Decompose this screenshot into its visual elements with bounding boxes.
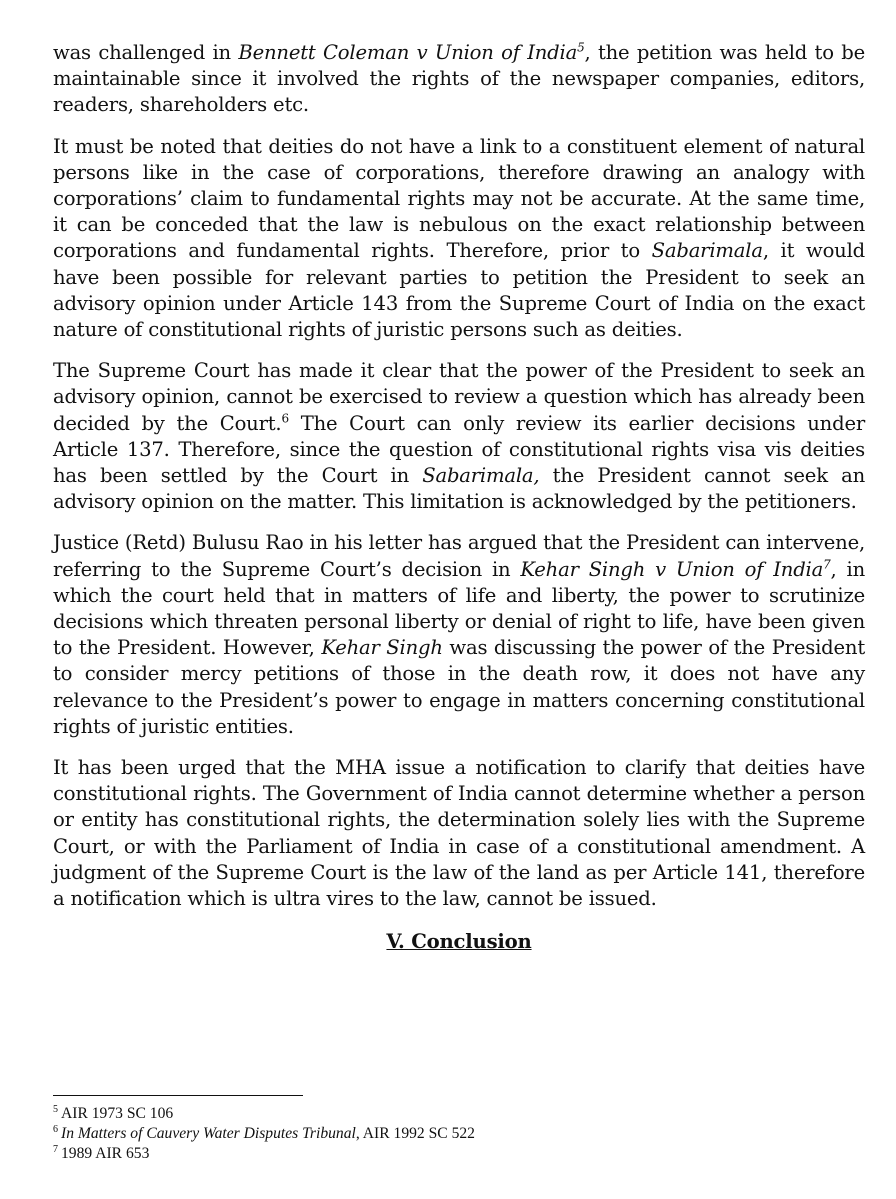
text-run: AIR 1973 SC 106 — [61, 1105, 174, 1122]
paragraph — [53, 530, 865, 740]
footnotes — [53, 1104, 865, 1164]
text-run: It must be noted that deities do not have a link to a constituent element of natural persons like in the case of corporations, therefore drawing an analogy with corporations’ claim to fundamental rights may not be accurate. At the same time, it can be conceded that the law is nebulous on the exact relationship between corporations and fundamental rights. Therefore, prior to — [53, 134, 865, 263]
italic-text: Sabarimala, — [422, 464, 540, 488]
footnote-ref: 5 — [577, 40, 585, 55]
text-run: 1989 AIR 653 — [61, 1145, 150, 1162]
footnote-ref: 6 — [281, 411, 289, 426]
italic-text: Kehar Singh — [321, 636, 443, 660]
paragraphs — [53, 40, 865, 912]
text-run: It has been urged that the MHA issue a notification to clarify that deities have constitutional rights. The Government of India cannot determine whether a person or entity has constitutional rights, the determination solely lies with the Supreme Court, or with the Parliament of India in case of a constitutional amendment. A judgment of the Supreme Court is the law of the land as per Article 141, therefore a notification which is ultra vires to the law, cannot be issued. — [53, 756, 865, 911]
text-run: The Court can only review its earlier decisions under Article 137. Therefore, since the question of constitutional rights visa vis deities has been settled by the Court in — [53, 411, 865, 488]
footnote-mark: 5 — [53, 1103, 58, 1115]
text-run: , it would have been possible for relevant parties to petition the President to seek an advisory opinion under Article 143 from the Supreme Court of India on the exact nature of constitutional rights of juristic persons such as deities. — [53, 239, 865, 342]
footnote — [53, 1144, 865, 1164]
text-run: , AIR 1992 SC 522 — [355, 1125, 475, 1142]
text-run: , in which the court held that in matters of life and liberty, the power to scrutinize decisions which threaten personal liberty or denial of right to life, have been given to the President. However, — [53, 557, 866, 660]
footnote-mark: 7 — [53, 1143, 58, 1155]
text-run: , the petition was held to be maintainable since it involved the rights of the newspaper companies, editors, readers, shareholders etc. — [53, 41, 865, 117]
italic-text: In Matters of Cauvery Water Disputes Tribunal — [61, 1125, 356, 1142]
text-run: Justice (Retd) Bulusu Rao in his letter has argued that the President can intervene, referring to the Supreme Court’s decision in — [53, 531, 865, 581]
text-run: The Supreme Court has made it clear that the power of the President to seek an advisory opinion, cannot be exercised to review a question which has already been decided by the Court. — [53, 359, 865, 435]
italic-text: Kehar Singh v Union of India — [520, 557, 824, 581]
text-run: was discussing the power of the President to consider mercy petitions of those in the death row, it does not have any relevance to the President’s power to engage in matters concerning constitutional rights of juristic entities. — [53, 636, 865, 738]
paragraph — [53, 755, 865, 912]
italic-text: Sabarimala — [651, 239, 763, 263]
paragraph — [53, 134, 865, 344]
footnote-divider — [53, 1095, 303, 1096]
footnote-mark: 6 — [53, 1123, 58, 1135]
document-body — [53, 40, 865, 953]
paragraph — [53, 40, 865, 119]
section-heading: V. Conclusion — [386, 930, 532, 954]
footnote — [53, 1124, 865, 1144]
text-run: was challenged in — [53, 41, 239, 64]
footnote — [53, 1104, 865, 1124]
text-run: the President cannot seek an advisory opinion on the matter. This limitation is acknowledged by the petitioners. — [53, 464, 866, 514]
paragraph — [53, 358, 865, 515]
footnote-ref: 7 — [823, 557, 831, 572]
italic-text: Bennett Coleman v Union of India — [238, 41, 578, 64]
